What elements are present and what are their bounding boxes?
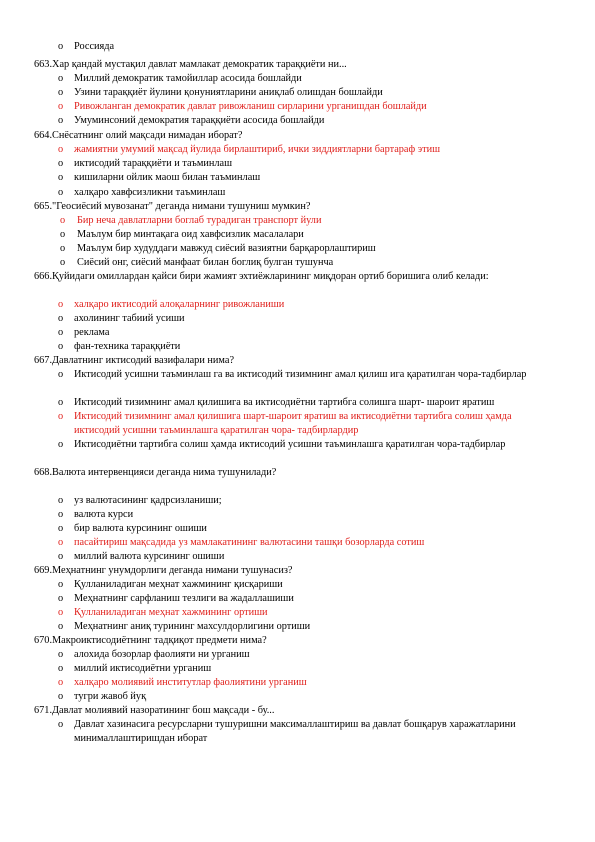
bullet-marker: o [58,158,64,169]
bullet-marker: o [58,523,64,534]
bullet-marker: o [58,369,64,380]
answer-option-correct [58,298,558,312]
answer-option [58,186,558,200]
bullet-marker: o [58,87,64,98]
answer-option-correct [58,410,558,438]
option-text: фан-техника тараққиёти [74,341,181,352]
bullet-marker: o [60,243,66,254]
answer-option [58,171,558,185]
option-text: алохида бозорлар фаолияти ни урганиш [74,649,250,660]
option-text: кишиларни ойлик маош билан таъминлаш [74,172,261,183]
option-text: Маълум бир минтақага оид хавфсизлик масалалари [77,229,304,240]
bullet-marker: o [58,115,64,126]
bullet-marker: o [58,495,64,506]
question-text: 667.Давлатнинг иктисодий вазифалари нима? [34,355,235,366]
answer-option [58,508,558,522]
answer-option [58,72,558,86]
answer-option [58,40,558,54]
option-text: Маълум бир худуддаги мавжуд сиёсий вазиятни барқарорлаштириш [77,243,376,254]
answer-option-correct [58,606,558,620]
answer-option [58,690,558,704]
bullet-marker: o [58,551,64,562]
answer-option [58,326,558,340]
answer-option [58,368,558,382]
question-text: 665."Геосиёсий мувозанат" деганда нимани тушуниш мумкин? [34,201,311,212]
option-text: Давлат хазинасига ресурсларни тушуришни максималлаштириш ва давлат бошқарув харажатларини минималлаштиришдан иборат [74,719,516,744]
option-text: Сиёсий онг, сиёсий манфаат билан боглиқ булган тушунча [77,257,334,268]
question-text: 666.Қуйидаги омиллардан қайси бири жамият эхтиёжларининг миқдоран ортиб боришига олиб келади: [34,271,489,282]
bullet-marker: o [58,691,64,702]
bullet-marker: o [58,411,64,422]
answer-option-correct [58,100,558,114]
question-text: 663.Хар қандай мустақил давлат мамлакат демократик тараққиёти ни... [34,59,347,70]
answer-option-correct [58,676,558,690]
answer-option [58,438,558,452]
bullet-marker: o [60,257,66,268]
bullet-marker: o [58,144,64,155]
option-text: миллий валюта курсининг ошиши [74,551,225,562]
answer-option [58,340,558,354]
option-text: Қулланиладиган меҳнат хажмининг ортиши [74,607,268,618]
question-text: 671.Давлат молиявий назоратининг бош мақсади - бу... [34,705,275,716]
option-text: Меҳнатнинг сарфланиш тезлиги ва жадаллашиши [74,593,294,604]
option-text: пасайтириш мақсадида уз мамлакатининг валютасини ташқи бозорларда сотиш [74,537,425,548]
option-text: Миллий демократик тамойиллар асосида бошлайди [74,73,302,84]
answer-option [58,256,558,270]
question-text: 668.Валюта интервенцияси деганда нима тушунилади? [34,467,277,478]
answer-option [58,522,558,536]
bullet-marker: o [58,621,64,632]
question-text: 669.Меҳнатнинг унумдорлиги деганда нимани тушунасиз? [34,565,293,576]
option-text: валюта курси [74,509,134,520]
bullet-marker: o [58,313,64,324]
answer-option [58,242,558,256]
answer-option [58,718,558,746]
bullet-marker: o [58,719,64,730]
bullet-marker: o [58,187,64,198]
answer-option [58,157,558,171]
option-text: Иктисодий тизимнинг амал қилишига ва иктисодиётни тартибга солишга шарт- шароит яратиш [74,397,495,408]
option-text: миллий иктисодиётни урганиш [74,663,212,674]
option-text: уз валютасининг қадрсизланиши; [74,495,222,506]
bullet-marker: o [58,439,64,450]
answer-option [58,312,558,326]
bullet-marker: o [58,579,64,590]
bullet-marker: o [58,327,64,338]
answer-option-correct [58,214,558,228]
answer-option [58,578,558,592]
option-text: бир валюта курсининг ошиши [74,523,207,534]
answer-option [58,592,558,606]
bullet-marker: o [60,229,66,240]
answer-option-correct [58,536,558,550]
option-text: тугри жавоб йуқ [74,691,147,702]
option-text: Иктисодий тизимнинг амал қилишига шарт-шароит яратиш ва иктисодиётни тартибга солиш ҳамда иктисодий усишни таъминлашга қаратилган чора- тадбирлардир [74,411,512,436]
bullet-marker: o [58,607,64,618]
option-text: халқаро молиявий институтлар фаолиятини урганиш [74,677,307,688]
answer-option [58,228,558,242]
answer-option [58,494,558,508]
bullet-marker: o [60,215,66,226]
option-text: Иктисодиётни тартибга солиш ҳамда иктисодий усишни таъминлашга қаратилган чора-тадбирлар [74,439,506,450]
bullet-marker: o [58,172,64,183]
bullet-marker: o [58,663,64,674]
bullet-marker: o [58,649,64,660]
option-text: иктисодий тараққиёти и таъминлаш [74,158,233,169]
bullet-marker: o [58,509,64,520]
option-text: реклама [74,327,110,338]
answer-option-correct [58,143,558,157]
question-text: 670.Макроиктисодиётнинг тадқиқот предмети нима? [34,635,267,646]
option-text: ахолининг табиий усиши [74,313,185,324]
bullet-marker: o [58,537,64,548]
answer-option [58,648,558,662]
option-text: Меҳнатнинг аниқ турининг махсулдорлигини ортиши [74,621,311,632]
option-text: Ривожланган демократик давлат ривожланиш сирларини урганишдан бошлайди [74,101,427,112]
bullet-marker: o [58,341,64,352]
answer-option [58,396,558,410]
option-text: Қулланиладиган меҳнат хажмининг қисқариши [74,579,283,590]
answer-option [58,550,558,564]
bullet-marker: o [58,397,64,408]
bullet-marker: o [58,677,64,688]
bullet-marker: o [58,299,64,310]
bullet-marker: o [58,593,64,604]
option-text: Иктисодий усишни таъминлаш га ва иктисодий тизимнинг амал қилиш ига қаратилган чора-тадбирлар [74,369,527,380]
option-text: жамиятни умумий мақсад йулида бирлаштириб, ички зиддиятларни бартараф этиш [74,144,441,155]
bullet-marker: o [58,101,64,112]
option-text: халқаро иктисодий алоқаларнинг ривожланиши [74,299,285,310]
option-text: халқаро хавфсизликни таъминлаш [74,187,226,198]
bullet-marker: o [58,73,64,84]
bullet-marker: o [58,41,64,52]
option-text: Умуминсоний демократия тараққиёти асосида бошлайди [74,115,325,126]
option-text: Бир неча давлатларни боглаб турадиган транспорт йули [77,215,322,226]
answer-option [58,620,558,634]
answer-option [58,662,558,676]
option-text: Узини тараққиёт йулини қонуниятларини аниқлаб олишдан бошлайди [74,87,383,98]
question-text: 664.Снёсатнинг олий мақсади нимадан иборат? [34,130,243,141]
answer-option [58,86,558,100]
answer-option [58,114,558,128]
option-text: Россияда [74,41,115,52]
